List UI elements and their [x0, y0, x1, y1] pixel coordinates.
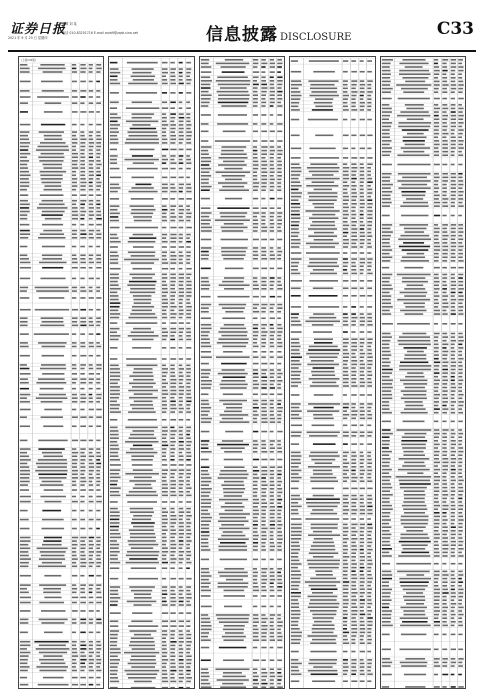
editor-info: [62, 22, 138, 36]
newspaper-logo: 证券日报: [10, 22, 67, 37]
section-title: [206, 20, 351, 45]
page-number: C33: [436, 19, 474, 39]
section-title-en: DISCLOSURE: [280, 32, 352, 43]
table-texture: [381, 57, 465, 688]
table-column-1: [18, 56, 104, 689]
disclosure-table-area: [18, 56, 466, 689]
editor-name: 编辑 刘 某: [62, 22, 77, 26]
table-column-4: [289, 56, 375, 689]
masthead: [8, 18, 476, 50]
table-texture: [109, 57, 193, 688]
table-texture: [200, 57, 284, 688]
table-column-5: [380, 56, 466, 689]
section-title-cn: 信息披露: [206, 25, 278, 45]
table-column-2: [108, 56, 194, 689]
masthead-rule: [8, 50, 476, 52]
edition-date: 2021 年 9 月 23 日 星期四: [8, 36, 48, 40]
table-texture: [290, 57, 374, 688]
table-column-3: [199, 56, 285, 689]
table-texture: [19, 57, 103, 688]
editor-contact: 电话 010-83251716 E-mail zqrb9@zqrb.sina.net: [62, 31, 138, 35]
continuation-caption: (上接C32版): [21, 59, 36, 62]
